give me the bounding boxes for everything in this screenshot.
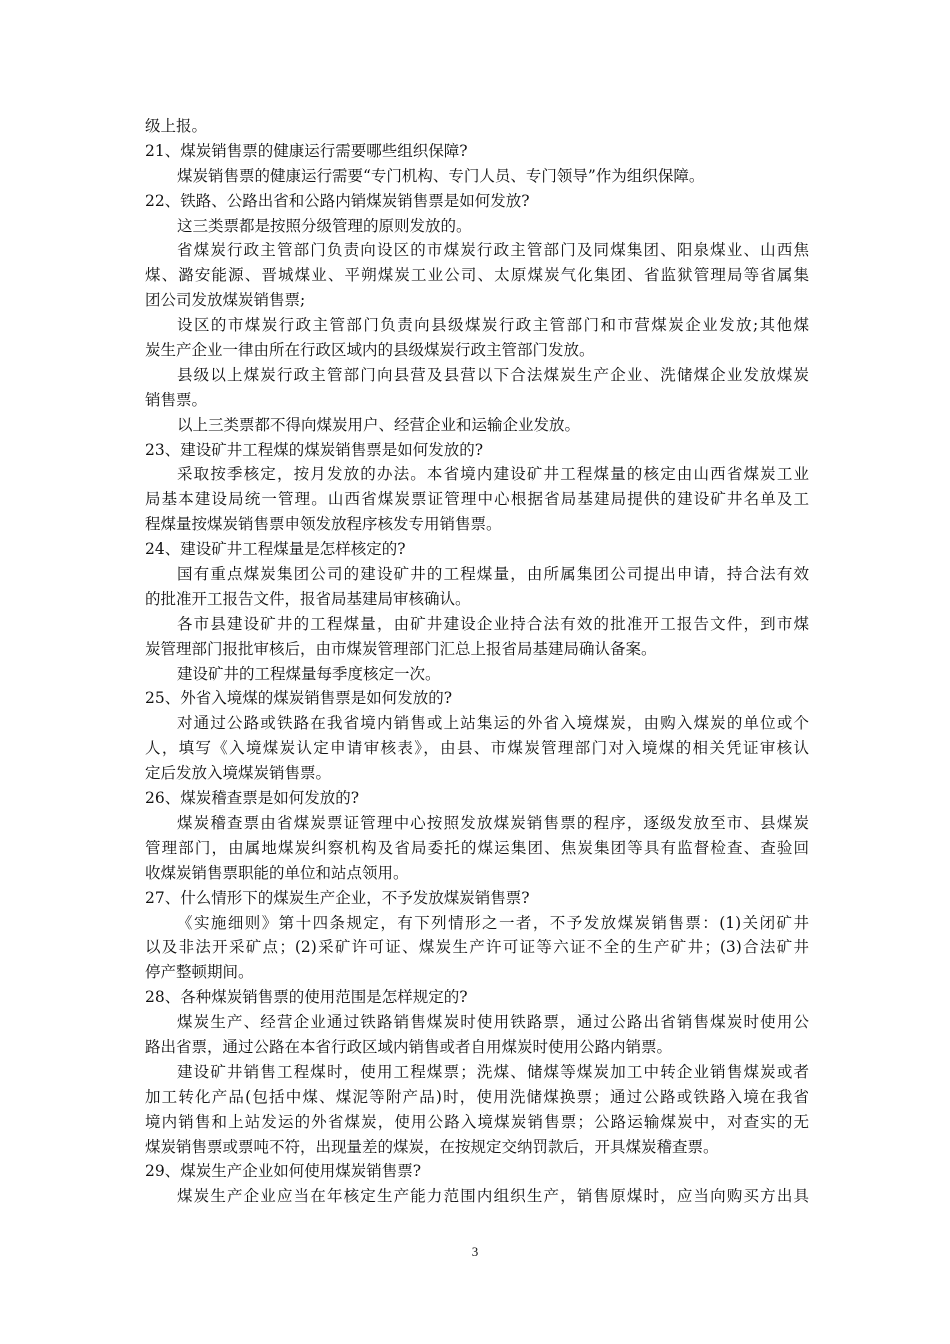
text-line: 定后发放入境煤炭销售票。	[145, 764, 332, 783]
text-line: 煤炭稽查票由省煤炭票证管理中心按照发放煤炭销售票的程序，逐级发放至市、县煤炭	[177, 813, 809, 832]
question-heading: 24、建设矿井工程煤量是怎样核定的?	[145, 540, 406, 559]
text-line: 对通过公路或铁路在我省境内销售或上站集运的外省入境煤炭，由购入煤炭的单位或个	[177, 714, 809, 733]
text-line: 程煤量按煤炭销售票申领发放程序核发专用销售票。	[145, 515, 502, 534]
question-heading: 25、外省入境煤的煤炭销售票是如何发放的?	[145, 689, 453, 708]
text-line: 销售票。	[145, 390, 208, 409]
text-line: 煤炭生产企业应当在年核定生产能力范围内组织生产，销售原煤时，应当向购买方出具	[177, 1187, 809, 1206]
question-heading: 27、什么情形下的煤炭生产企业，不予发放煤炭销售票?	[145, 888, 530, 907]
text-line: 炭管理部门报批审核后，由市煤炭管理部门汇总上报省局基建局确认备案。	[145, 639, 657, 658]
page-number: 3	[471, 1244, 479, 1259]
text-line: 国有重点煤炭集团公司的建设矿井的工程煤量，由所属集团公司提出申请，持合法有效	[177, 565, 809, 584]
text-line: 路出省票，通过公路在本省行政区域内销售或者自用煤炭时使用公路内销票。	[145, 1037, 673, 1056]
text-line: 收煤炭销售票职能的单位和站点领用。	[145, 863, 409, 882]
question-heading: 28、各种煤炭销售票的使用范围是怎样规定的?	[145, 988, 468, 1007]
question-heading: 26、煤炭稽查票是如何发放的?	[145, 789, 360, 808]
text-line: 设区的市煤炭行政主管部门负责向县级煤炭行政主管部门和市营煤炭企业发放;其他煤	[177, 316, 809, 335]
question-heading: 21、煤炭销售票的健康运行需要哪些组织保障?	[145, 141, 468, 160]
text-line: 煤炭生产、经营企业通过铁路销售煤炭时使用铁路票，通过公路出省销售煤炭时使用公	[177, 1013, 809, 1032]
question-heading: 22、铁路、公路出省和公路内销煤炭销售票是如何发放?	[145, 191, 530, 210]
text-line: 这三类票都是按照分级管理的原则发放的。	[177, 216, 472, 235]
text-line: 煤、潞安能源、晋城煤业、平朔煤炭工业公司、太原煤炭气化集团、省监狱管理局等省属集	[145, 266, 809, 285]
text-line: 的批准开工报告文件，报省局基建局审核确认。	[145, 589, 471, 608]
text-line: 县级以上煤炭行政主管部门向县营及县营以下合法煤炭生产企业、洗储煤企业发放煤炭	[177, 365, 809, 384]
text-line: 管理部门，由属地煤炭纠察机构及省局委托的煤运集团、焦炭集团等具有监督检查、查验回	[145, 838, 809, 857]
text-line: 建设矿井销售工程煤时，使用工程煤票；洗煤、储煤等煤炭加工中转企业销售煤炭或者	[177, 1062, 809, 1081]
text-line: 省煤炭行政主管部门负责向设区的市煤炭行政主管部门及同煤集团、阳泉煤业、山西焦	[177, 241, 809, 260]
text-line: 人，填写《入境煤炭认定申请审核表》，由县、市煤炭管理部门对入境煤的相关凭证审核认	[145, 739, 809, 758]
text-line: 以及非法开采矿点；(2)采矿许可证、煤炭生产许可证等六证不全的生产矿井；(3)合法矿井	[145, 938, 809, 957]
text-line: 采取按季核定，按月发放的办法。本省境内建设矿井工程煤量的核定由山西省煤炭工业	[177, 465, 809, 484]
text-line: 加工转化产品(包括中煤、煤泥等附产品)时，使用洗储煤换票；通过公路或铁路入境在我省	[145, 1087, 809, 1106]
text-line: 炭生产企业一律由所在行政区域内的县级煤炭行政主管部门发放。	[145, 341, 595, 360]
text-line: 境内销售和上站发运的外省煤炭，使用公路入境煤炭销售票；公路运输煤炭中，对查实的无	[145, 1112, 809, 1131]
text-line: 建设矿井的工程煤量每季度核定一次。	[177, 664, 441, 683]
text-line: 局基本建设局统一管理。山西省煤炭票证管理中心根据省局基建局提供的建设矿井名单及工	[145, 490, 809, 509]
question-heading: 23、建设矿井工程煤的煤炭销售票是如何发放的?	[145, 440, 484, 459]
text-line: 煤炭销售票或票吨不符，出现量差的煤炭，在按规定交纳罚款后，开具煤炭稽查票。	[145, 1137, 719, 1156]
text-line: 以上三类票都不得向煤炭用户、经营企业和运输企业发放。	[177, 415, 581, 434]
document-body	[145, 114, 809, 1209]
text-line: 《实施细则》第十四条规定，有下列情形之一者，不予发放煤炭销售票：(1)关闭矿井	[177, 913, 809, 932]
question-heading: 29、煤炭生产企业如何使用煤炭销售票?	[145, 1162, 422, 1181]
text-line: 各市县建设矿井的工程煤量，由矿井建设企业持合法有效的批准开工报告文件，到市煤	[177, 614, 809, 633]
text-line: 停产整顿期间。	[145, 963, 254, 982]
text-line: 团公司发放煤炭销售票;	[145, 291, 306, 310]
text-line: 煤炭销售票的健康运行需要“专门机构、专门人员、专门领导”作为组织保障。	[177, 166, 705, 185]
text-line: 级上报。	[145, 117, 208, 135]
